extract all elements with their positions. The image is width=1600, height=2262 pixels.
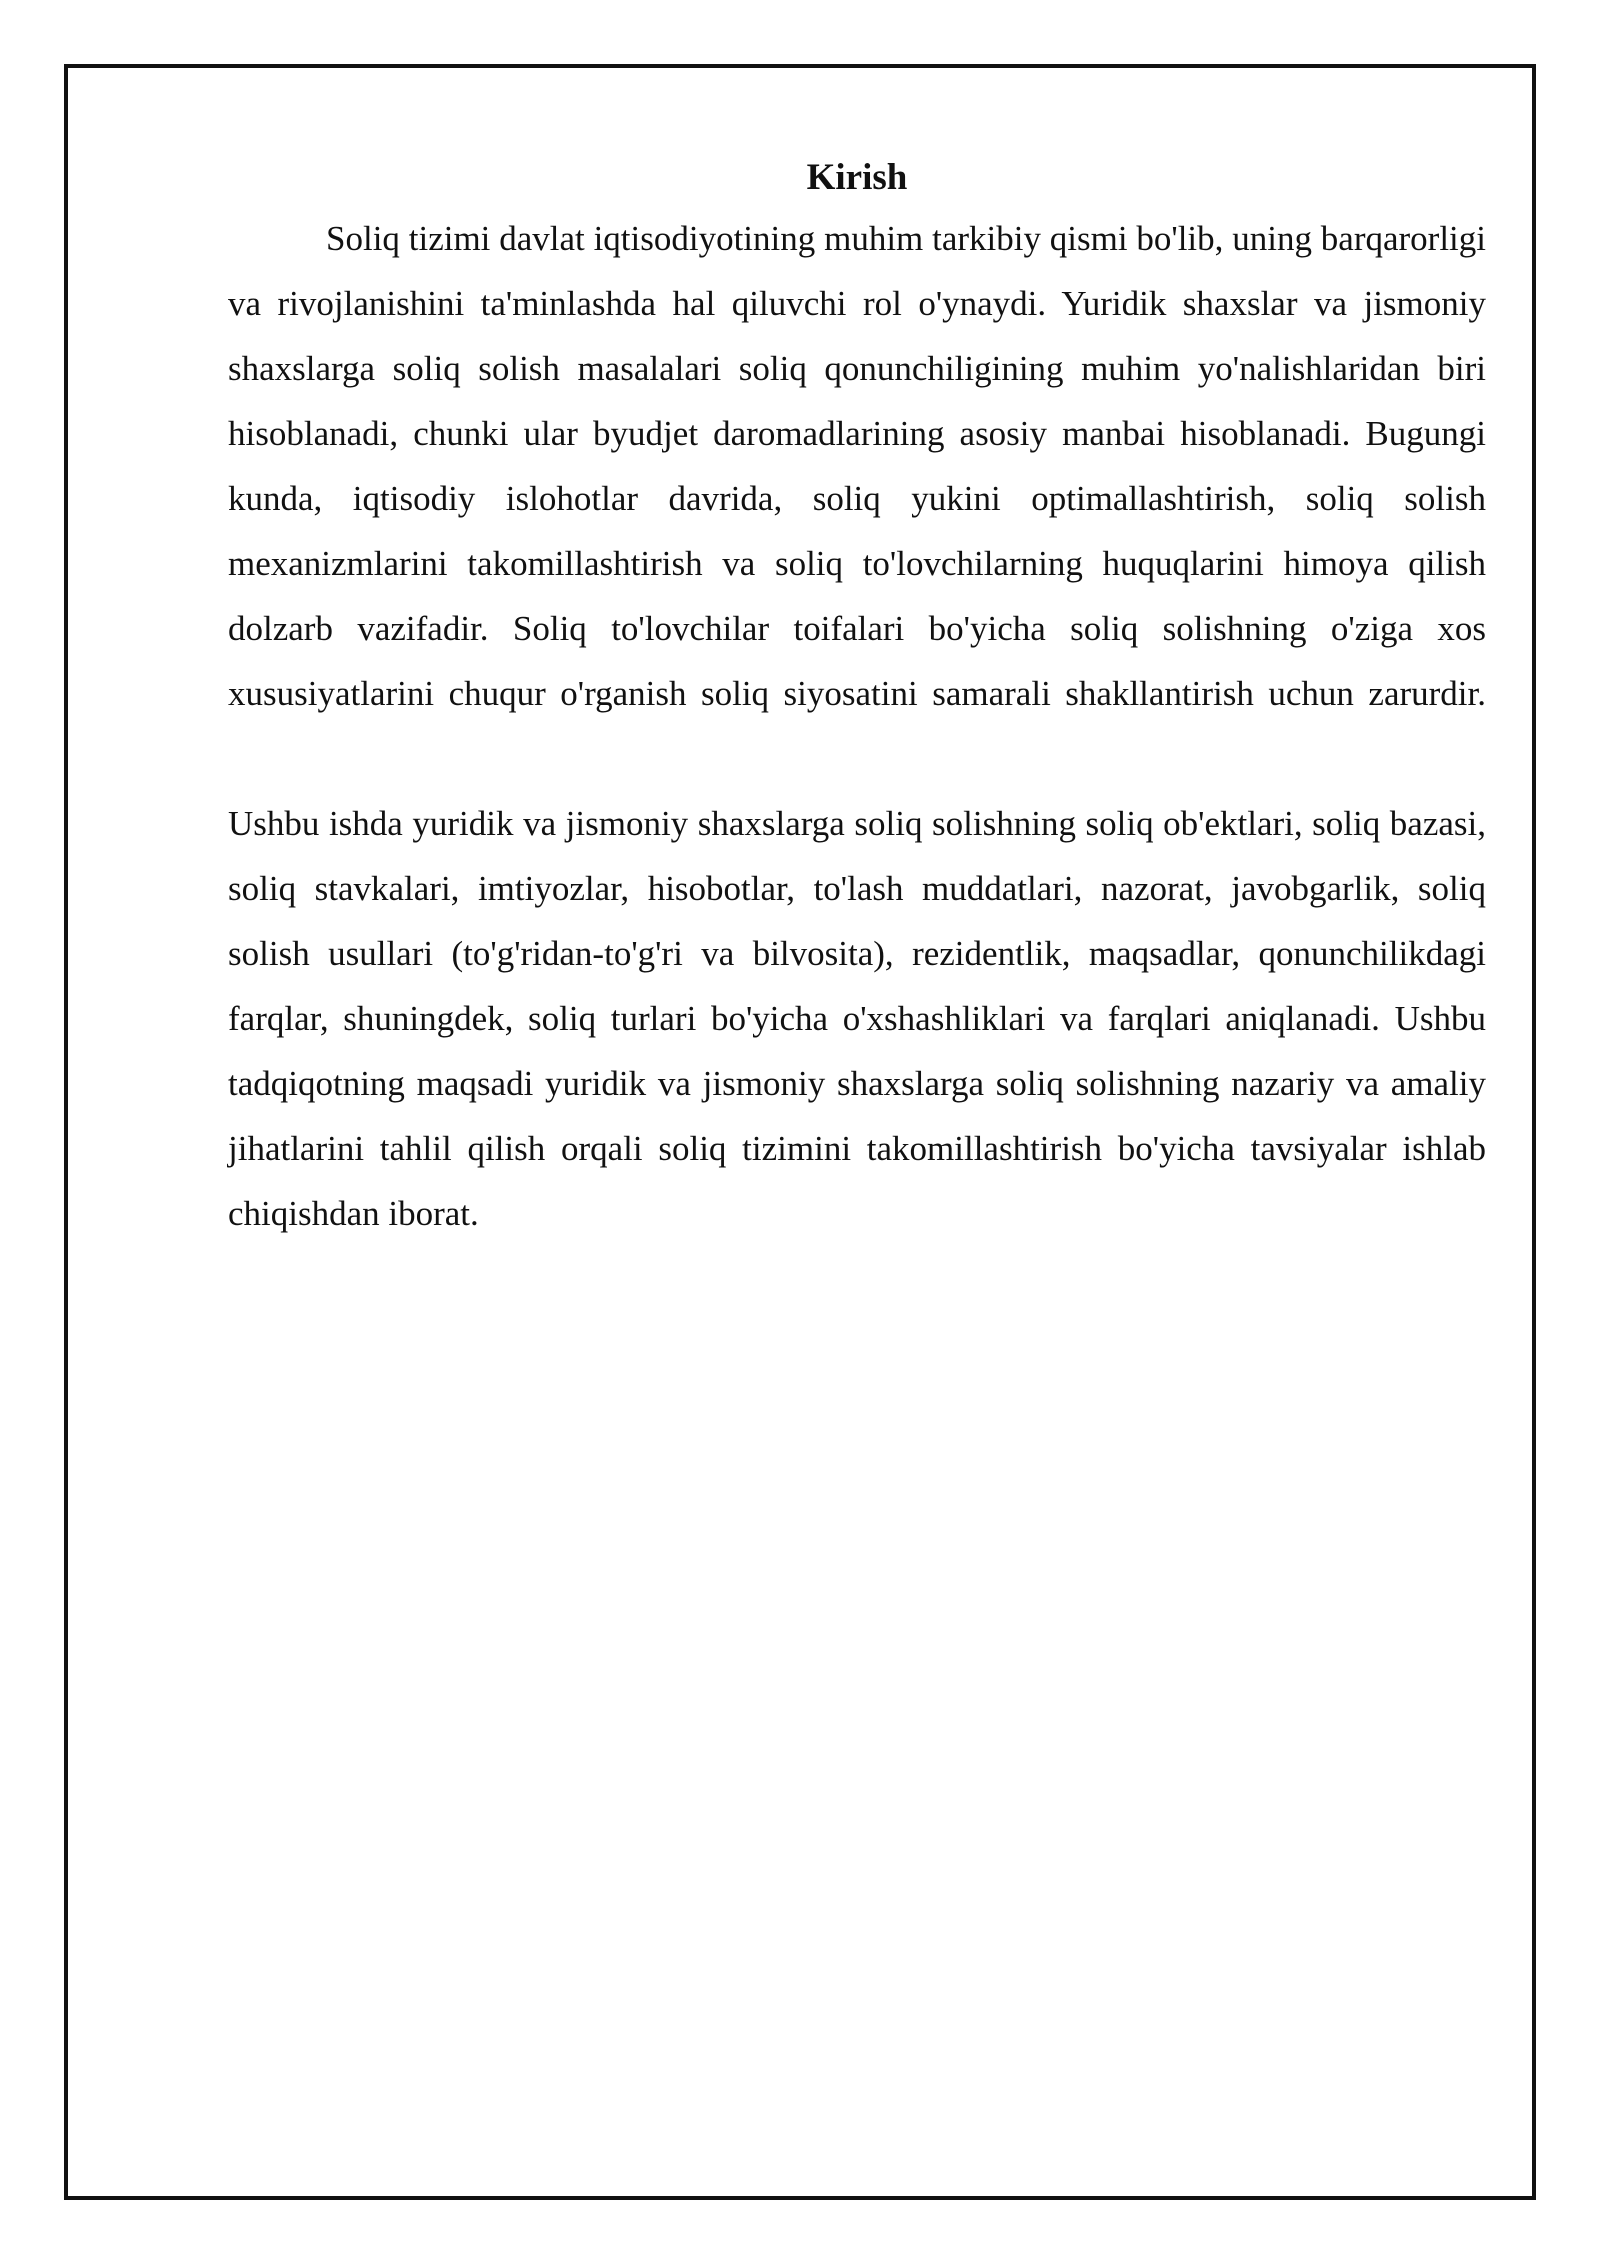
section-title: Kirish [806,157,908,198]
intro-paragraph-1: Soliq tizimi davlat iqtisodiyotining muhim tarkibiy qismi bo'lib, uning barqarorligi va rivojlanishini ta'minlashda hal qiluvchi rol o'ynaydi. Yuridik shaxslar va jismoniy shaxslarga soliq solish masalalari soliq qonunchiligining muhim yo'nalishlaridan biri hisoblanadi, chunki ular byudjet daromadlarining asosiy manbai hisoblanadi. Bugungi kunda, iqtisodiy islohotlar davrida, soliq yukini optimallashtirish, soliq solish mexanizmlarini takomillashtirish va soliq to'lovchilarning huquqlarini himoya qilish dolzarb vazifadir. Soliq to'lovchilar toifalari bo'yicha soliq solishning o'ziga xos xususiyatlarini chuqur o'rganish soliq siyosatini samarali shakllantirish uchun zarurdir. [228,219,1486,713]
intro-paragraph-2: Ushbu ishda yuridik va jismoniy shaxslarga soliq solishning soliq ob'ektlari, soliq bazasi, soliq stavkalari, imtiyozlar, hisobotlar, to'lash muddatlari, nazorat, javobgarlik, soliq solish usullari (to'g'ridan-to'g'ri va bilvosita), rezidentlik, maqsadlar, qonunchilikdagi farqlar, shuningdek, soliq turlari bo'yicha o'xshashliklari va farqlari aniqlanadi. Ushbu tadqiqotning maqsadi yuridik va jismoniy shaxslarga soliq solishning nazariy va amaliy jihatlarini tahlil qilish orqali soliq tizimini takomillashtirish bo'yicha tavsiyalar ishlab chiqishdan iborat. [228,804,1486,1233]
document-body [228,150,1486,1246]
